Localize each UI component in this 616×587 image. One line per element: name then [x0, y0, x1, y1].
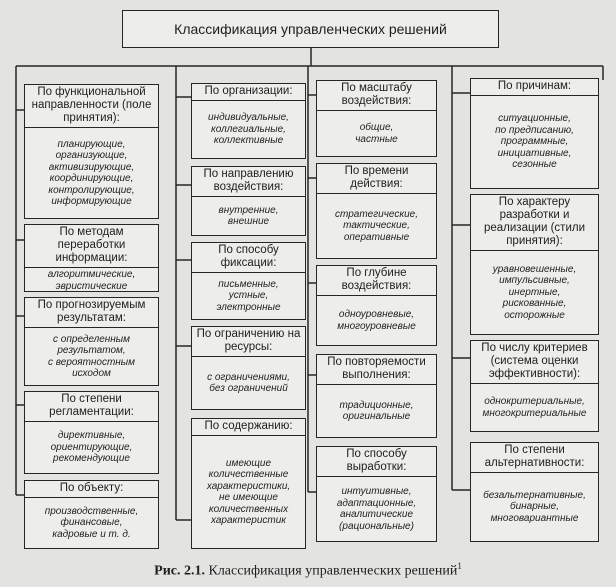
box-body: общие, частные [355, 122, 398, 145]
box-body: ситуационные, по предписанию, программные, инициативные, сезонные [495, 113, 574, 171]
box-impact-direction [191, 166, 306, 236]
box-header: По направлению воздействия: [192, 167, 305, 197]
box-content [191, 418, 306, 549]
caption-label: Рис. 2.1. [154, 563, 205, 579]
box-predicted-results [24, 297, 159, 386]
box-repeatability [316, 354, 437, 438]
box-fixation-method [191, 242, 306, 320]
box-header: По методам переработки информации: [25, 225, 158, 268]
box-development-character [470, 194, 599, 335]
box-body: с определенным результатом, с вероятностным исходом [47, 333, 136, 379]
box-impact-scale [316, 80, 437, 157]
box-body: имеющие количественные характеристики, не имеющие количественных характеристик [206, 457, 291, 526]
box-header: По ограничению на ресурсы: [192, 327, 305, 357]
box-header: По степени регламентации: [25, 392, 158, 422]
box-body: планирующие, организующие, активизирующие, координирующие, контролирующие, информирующие [48, 138, 135, 207]
box-causes [470, 78, 599, 189]
box-impact-depth [316, 265, 437, 346]
box-body: алгоритмические, эвристические [47, 269, 136, 292]
box-body: внутренние, внешние [218, 204, 279, 227]
box-header: По причинам: [471, 79, 598, 96]
box-header: По способу фиксации: [192, 243, 305, 273]
box-object [24, 480, 159, 549]
box-action-time [316, 163, 437, 259]
box-header: По функциональной направленности (поле принятия): [25, 85, 158, 128]
box-organization [191, 83, 306, 159]
box-alternativeness [470, 442, 599, 542]
box-body: безальтернативные, бинарные, многовариантные [483, 489, 586, 524]
box-header: По времени действия: [317, 164, 436, 194]
figure-caption [0, 561, 616, 580]
box-body: одноуровневые, многоуровневые [337, 309, 416, 332]
box-header: По числу критериев (система оценки эффективности): [471, 341, 598, 384]
caption-text: Классификация управленческих решений [208, 563, 458, 579]
box-body: с ограничениями, без ограничений [207, 371, 290, 394]
box-header: По организации: [192, 84, 305, 101]
box-header: По прогнозируемым результатам: [25, 298, 158, 328]
caption-footnote-mark: 1 [457, 561, 462, 571]
box-header: По способу выработки: [317, 447, 436, 477]
box-body: стратегические, тактические, оперативные [335, 208, 418, 243]
box-functional-direction [24, 84, 159, 219]
box-header: По содержанию: [192, 419, 305, 436]
box-regulation-degree [24, 391, 159, 474]
box-body: индивидуальные, коллегиальные, коллективные [208, 112, 289, 147]
diagram-title: Классификация управленческих решений [122, 10, 499, 48]
box-header: По характеру разработки и реализации (стили принятия): [471, 195, 598, 251]
box-body: интуитивные, адаптационные, аналитические (рациональные) [336, 486, 417, 532]
box-body: директивные, ориентирующие, рекомендующие [50, 430, 133, 465]
box-criteria-count [470, 340, 599, 432]
box-development-method [316, 446, 437, 542]
box-resource-limit [191, 326, 306, 410]
box-body: уравновешенные, импульсивные, инертные, рискованные, осторожные [492, 263, 577, 321]
box-body: производственные, финансовые, кадровые и т. д. [44, 505, 139, 540]
box-header: По объекту: [25, 481, 158, 498]
box-body: письменные, устные, электронные [216, 278, 281, 313]
box-body: однокритериальные, многокритериальные [482, 396, 587, 419]
box-header: По глубине воздействия: [317, 266, 436, 296]
box-header: По масштабу воздействия: [317, 81, 436, 111]
box-header: По повторяемости выполнения: [317, 355, 436, 385]
box-information-methods [24, 224, 159, 292]
box-header: По степени альтернативности: [471, 443, 598, 473]
box-body: традиционные, оригинальные [339, 399, 414, 422]
